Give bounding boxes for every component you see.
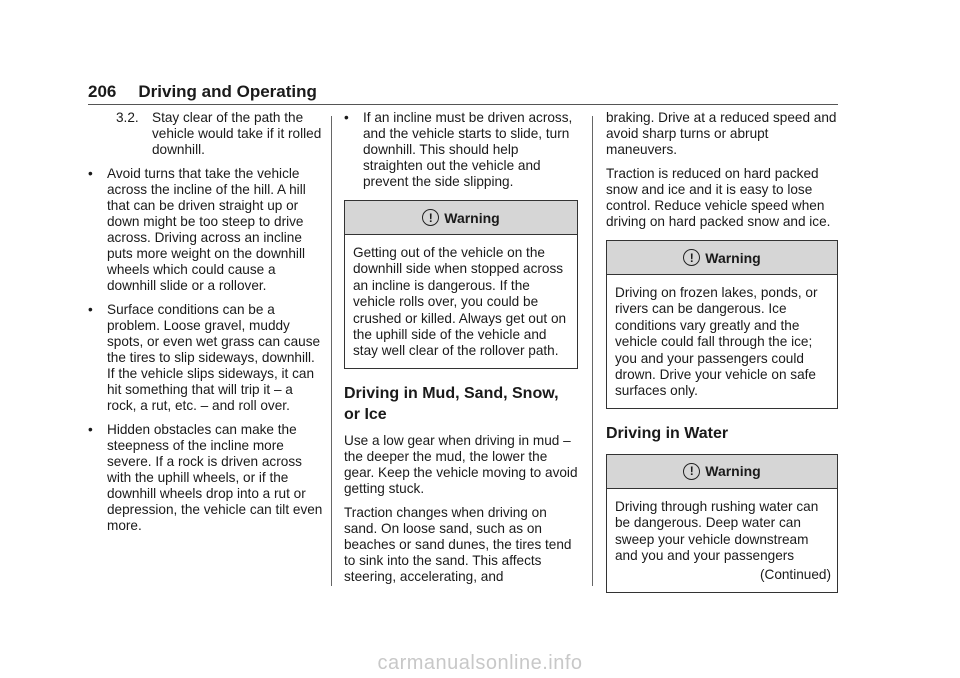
warning-text: Getting out of the vehicle on the downhill side when stopped across an incline is dangerous. If the vehicle rolls over, you could be crushed or killed. Always get out on the uphill side of the vehicle and stay well clear of the rollover path. — [353, 245, 567, 359]
continued-label: (Continued) — [759, 567, 831, 583]
warning-title: Warning — [444, 209, 500, 226]
section-heading: Driving in Mud, Sand, Snow, or Ice — [344, 384, 559, 423]
list-item — [344, 110, 578, 190]
column-2 — [344, 110, 578, 593]
warning-header — [345, 201, 577, 235]
list-item — [88, 166, 324, 294]
paragraph: Traction changes when driving on sand. On loose sand, such as on beaches or sand dunes, the tires tend to sink into the sand. This affects steering, accelerating, and — [344, 504, 572, 584]
warning-text: Driving through rushing water can be dangerous. Deep water can sweep your vehicle downstream and you and your passengers — [615, 498, 819, 564]
page-number: 206 — [88, 82, 117, 101]
header-rule — [88, 104, 838, 105]
warning-box — [344, 200, 578, 369]
bullet-icon: • — [344, 110, 349, 125]
bullet-icon: • — [88, 302, 93, 317]
list-item — [88, 422, 324, 534]
paragraph: Traction is reduced on hard packed snow and ice and it is easy to lose control. Reduce vehicle speed when driving on hard packed snow and ice. — [606, 166, 831, 229]
sub-item — [88, 110, 324, 158]
list-item — [88, 302, 324, 414]
warning-title: Warning — [705, 463, 761, 480]
column-1 — [88, 110, 324, 542]
warning-box — [606, 240, 838, 409]
paragraph: Use a low gear when driving in mud – the deeper the mud, the lower the gear. Keep the vehicle moving to avoid getting stuck. — [344, 432, 578, 496]
warning-text: Driving on frozen lakes, ponds, or rivers can be dangerous. Ice conditions vary greatly and the vehicle could fall through the ice; you and your passengers could drown. Drive your vehicle on safe surfaces only. — [615, 285, 818, 399]
section-heading: Driving in Water — [606, 424, 729, 442]
list-item-text: Hidden obstacles can make the steepness of the incline more severe. If a rock is driven across with the uphill wheels, or if the downhill wheels drop into a rut or depression, the vehicle can tilt even more. — [107, 422, 323, 533]
warning-box — [606, 454, 838, 593]
list-item-text: Surface conditions can be a problem. Loose gravel, muddy spots, or even wet grass can cause the tires to slip sideways, downhill. If the vehicle slips sideways, it can hit something that will trip it – a rock, a rut, etc. – and roll over. — [107, 302, 321, 413]
sub-item-number: 3.2. — [116, 110, 139, 125]
section-title: Driving and Operating — [138, 82, 317, 101]
warning-icon: ! — [683, 249, 700, 266]
paragraph: braking. Drive at a reduced speed and avoid sharp turns or abrupt maneuvers. — [606, 110, 837, 157]
bullet-icon: • — [88, 166, 93, 181]
list-item-text: If an incline must be driven across, and the vehicle starts to slide, turn downhill. This should help straighten out the vehicle and prevent the side slipping. — [363, 110, 573, 189]
warning-title: Warning — [705, 249, 761, 266]
warning-text-container — [607, 489, 837, 592]
sub-item-text: Stay clear of the path the vehicle would take if it rolled downhill. — [152, 110, 322, 157]
column-divider-2 — [592, 116, 593, 586]
warning-header — [607, 241, 837, 275]
watermark: carmanualsonline.info — [377, 652, 583, 674]
warning-icon: ! — [683, 463, 700, 480]
column-3 — [606, 110, 838, 607]
column-divider-1 — [331, 116, 332, 586]
warning-header — [607, 455, 837, 489]
page-header — [88, 82, 317, 102]
bullet-icon: • — [88, 422, 93, 437]
list-item-text: Avoid turns that take the vehicle across the incline of the hill. A hill that can be driven straight up or down might be too steep to drive across. Driving across an incline puts more weight on the downhill wheels which could cause a downhill slide or a rollover. — [107, 166, 306, 293]
warning-icon: ! — [422, 209, 439, 226]
